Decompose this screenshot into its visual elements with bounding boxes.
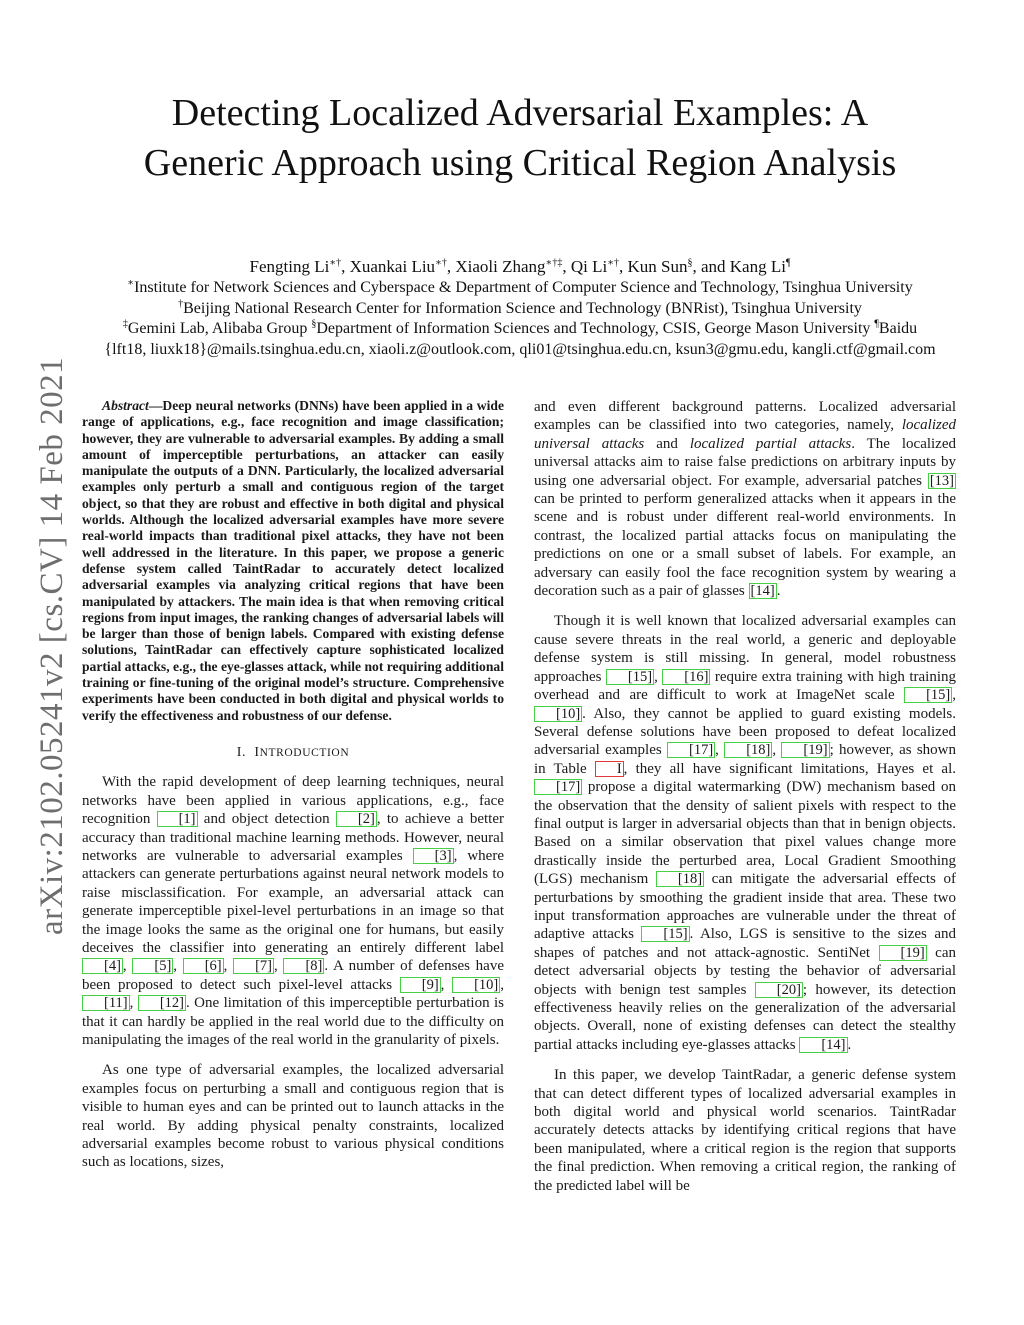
text-run: can be printed to perform generalized attacks when it appears in the scene and is robust under different real-world environments. In contrast, the localized partial attacks focus on manipulating the predictions on one or a small subset of labels. For example, an adversary can easily fool the face recognition system by wearing a decoration such as a pair of glasses bbox=[534, 491, 956, 600]
section-number: I. bbox=[236, 744, 247, 760]
title-line-2: Generic Approach using Critical Region Analysis bbox=[143, 142, 897, 184]
citation-link[interactable]: [10] bbox=[534, 706, 582, 722]
text-run: Though it is well known that localized adversarial examples can cause severe threats in the real world, a generic and deployable defense system is still missing. In general, model robustness approaches bbox=[534, 613, 956, 685]
intro-paragraph-4: In this paper, we develop TaintRadar, a generic defense system that can detect different types of localized adversarial examples in both digital world and physical world scenarios. TaintRadar accurately detects attacks by identifying critical regions that have been manipulated, where a critical region is the region that supports the final prediction. When removing a critical region, the ranking of the predicted label will be bbox=[534, 1067, 956, 1194]
citation-link[interactable]: [10] bbox=[452, 977, 500, 993]
citation-link[interactable]: [18] bbox=[656, 871, 704, 887]
author-block bbox=[60, 256, 980, 360]
citation-link[interactable]: [19] bbox=[781, 742, 829, 758]
text-run: and bbox=[644, 435, 690, 452]
citation-link[interactable]: [12] bbox=[138, 995, 186, 1011]
citation-link[interactable]: [6] bbox=[183, 958, 224, 974]
table-reference-link[interactable]: I bbox=[595, 761, 624, 777]
citation-link[interactable]: [14] bbox=[799, 1037, 847, 1053]
text-run: , where attackers can generate perturbations against neural network models to raise misclassification. For example, an adversarial attack can generate imperceptible pixel-level perturbations in an image so that the image looks the same as the original one for humans, but easily deceives the classifier into generating an entirely different label bbox=[82, 847, 504, 956]
text-run: With the rapid development of deep learning techniques, neural networks have been applied in various applications, e.g., face recognition bbox=[82, 774, 504, 828]
citation-link[interactable]: [3] bbox=[413, 848, 454, 864]
abstract-text: —Deep neural networks (DNNs) have been applied in a wide range of applications, e.g., face recognition and image classification; however, they are vulnerable to adversarial examples. By adding a small amount of imperceptible perturbations, an attacker can easily manipulate the outputs of a DNN. Particularly, the localized adversarial examples only perturb a small and contiguous region of the target object, so that they are robust and effective in both digital and physical worlds. Although the localized adversarial examples have more severe real-world impacts than traditional pixel attacks, they have not been well addressed in the literature. In this paper, we propose a generic defense system called TaintRadar to accurately detect localized adversarial examples via analyzing critical regions that have been manipulated by attackers. The main idea is that when removing critical regions from input images, the ranking changes of adversarial labels will be larger than those of benign labels. Compared with existing defense solutions, TaintRadar can effectively capture sophisticated localized partial attacks, e.g., the eye-glasses attack, while not requiring additional training or fine-tuning of the original model’s structure. Comprehensive experiments have been conducted in both digital and physical worlds to verify the effectiveness and robustness of our defense. bbox=[82, 398, 504, 723]
author-mark: ∗† bbox=[607, 257, 619, 269]
section-heading-introduction bbox=[82, 744, 504, 762]
intro-paragraph-1: With the rapid development of deep learning techniques, neural networks have been applied in various applications, e.g., face recognition [1] and object detection [2] , to achieve a better accuracy than traditional machine learning methods. However, neural networks are vulnerable to adversarial examples [3] , where attackers can generate perturbations against neural network models to raise misclassification. For example, an adversarial attack can generate imperceptible pixel-level perturbations in an image so that the image looks the same as the original one for humans, but easily deceives the classifier into generating an entirely different label [4] , [5] , [6] , [7] , [8] . A number of defenses have been proposed to detect such pixel-level attacks [9] , [10] , [11] , [12] . One limitation of this imperceptible perturbation is that it can hardly be applied in the real world due to the difficulty on manipulating the images of the real world in the granularity of pixels. bbox=[82, 774, 505, 1049]
author-mark: ¶ bbox=[785, 257, 791, 269]
affiliation-mark: ∗ bbox=[127, 277, 135, 289]
intro-paragraph-3: Though it is well known that localized adversarial examples can cause severe threats in the real world, a generic and deployable defense system is still missing. In general, model robustness approaches [15] , [16] require extra training with high training overhead and are difficult to work at ImageNet scale [15] , [10] . Also, they cannot be applied to guard existing models. Several defense solutions have been proposed to defeat localized adversarial examples [17] , [18] , [19] ; however, as shown in Table I , they all have significant limitations, Hayes et al. [17] propose a digital watermarking (DW) mechanism based on the observation that the density of salient pixels with respect to the final output is larger in adversarial objects than that in benign objects. Based on a similar observation that pixel values change more drastically inside the perturbed area, Local Gradient Smoothing (LGS) mechanism [18] can mitigate the adversarial effects of perturbations by smoothing the gradient inside that area. These two input transformation approaches are vulnerable under the threat of adaptive attacks [15] . Also, LGS is sensitive to the sizes and shapes of patches and not attack-agnostic. SentiNet [19] can detect adversarial objects by testing the behavior of adversarial objects with benign test samples [20] ; however, its detection effectiveness heavily relies on the generalization of the adversarial objects. Overall, none of existing defenses can detect the stealthy partial attacks including eye-glasses attacks [14] . bbox=[534, 613, 957, 1053]
affiliation-3 bbox=[60, 319, 980, 340]
author-name: Xiaoli Zhang bbox=[455, 257, 546, 276]
author-name: Qi Li bbox=[570, 257, 608, 276]
text-run: ; however, as shown in Table bbox=[534, 742, 957, 777]
text-run: . Also, they cannot be applied to guard existing models. Several defense solutions have been proposed to defeat localized adversarial examples bbox=[534, 705, 956, 759]
author-emails: {lft18, liuxk18}@mails.tsinghua.edu.cn, xiaoli.z@outlook.com, qli01@tsinghua.edu.cn, ksun3@gmu.edu, kangli.ctf@gmail.com bbox=[104, 340, 936, 358]
citation-link[interactable]: [19] bbox=[879, 945, 927, 961]
right-column bbox=[534, 398, 956, 1207]
title-line-1: Detecting Localized Adversarial Examples: A bbox=[171, 92, 869, 134]
paper-title bbox=[80, 88, 960, 188]
citation-link[interactable]: [16] bbox=[662, 669, 710, 685]
affiliation-2 bbox=[60, 299, 980, 320]
citation-link[interactable]: [18] bbox=[724, 742, 772, 758]
citation-link[interactable]: [17] bbox=[667, 742, 715, 758]
text-run: . Also, LGS is sensitive to the sizes and shapes of patches and not attack-agnostic. SentiNet bbox=[534, 926, 956, 961]
affiliation-1 bbox=[60, 278, 980, 299]
citation-link[interactable]: [7] bbox=[233, 958, 274, 974]
affiliation-text: Baidu bbox=[878, 320, 918, 338]
text-run: . One limitation of this imperceptible perturbation is that it can hardly be applied in the real world due to the difficulty on manipulating the images of the real world in the granularity of pixels. bbox=[82, 995, 505, 1049]
emphasis-term: localized partial attacks bbox=[689, 435, 852, 452]
affiliation-mark: † bbox=[178, 298, 184, 310]
citation-link[interactable]: [15] bbox=[904, 687, 952, 703]
author-name: Kang Li bbox=[729, 257, 786, 276]
text-run: ; however, its detection effectiveness heavily relies on the generalization of the adversarial objects. Overall, none of existing defenses can detect the stealthy partial attacks including eye-glasses attacks bbox=[534, 981, 956, 1053]
intro-paragraph-2-continued bbox=[534, 398, 956, 600]
text-run: propose a digital watermarking (DW) mechanism based on the observation that the density of salient pixels with respect to the final output is larger in adversarial objects than that in benign objects. Based on a similar observation that pixel values change more drastically inside the perturbed area, Local Gradient Smoothing (LGS) mechanism bbox=[534, 779, 956, 888]
text-run: , to achieve a better accuracy than traditional machine learning methods. However, neural networks are vulnerable to adversarial examples bbox=[82, 811, 504, 864]
author-name: Xuankai Liu bbox=[349, 257, 436, 276]
affiliation-text: Gemini Lab, Alibaba Group bbox=[127, 320, 308, 338]
citation-link[interactable]: [11] bbox=[82, 995, 130, 1011]
text-run: can detect adversarial objects by testing the behavior of adversarial objects with benign test samples bbox=[534, 944, 956, 998]
arxiv-identifier: arXiv:2102.05241v2 [cs.CV] 14 Feb 2021 bbox=[34, 356, 70, 935]
abstract bbox=[82, 398, 504, 724]
citation-link[interactable]: [15] bbox=[606, 669, 654, 685]
text-run: . bbox=[776, 583, 781, 600]
section-title-rest: NTRODUCTION bbox=[259, 746, 350, 759]
citation-link[interactable]: [14] bbox=[750, 583, 775, 600]
author-conjunction: and bbox=[700, 257, 726, 276]
affiliation-text: Institute for Network Sciences and Cyberspace & Department of Computer Science and Technology, Tsinghua University bbox=[134, 279, 913, 296]
author-name: Kun Sun bbox=[627, 257, 688, 276]
abstract-label: Abstract bbox=[102, 398, 149, 413]
affiliation-text: Department of Information Sciences and Technology, CSIS, George Mason University bbox=[316, 320, 871, 338]
text-run: , they all have significant limitations, Hayes et al. bbox=[623, 760, 956, 777]
citation-link[interactable]: [4] bbox=[82, 958, 123, 974]
text-run: . The localized universal attacks aim to raise false predictions on arbitrary inputs by using one adversarial object. For example, adversarial patches bbox=[534, 435, 956, 489]
author-mark: ∗† bbox=[435, 257, 447, 269]
text-run: and object detection bbox=[197, 811, 336, 828]
citation-link[interactable]: [20] bbox=[755, 982, 803, 998]
citation-link[interactable]: [9] bbox=[400, 977, 441, 993]
citation-link[interactable]: [8] bbox=[283, 958, 324, 974]
text-run: . A number of defenses have been proposed to detect such pixel-level attacks bbox=[82, 958, 504, 993]
text-run: require extra training with high training overhead and are difficult to work at ImageNet scale bbox=[534, 668, 956, 704]
left-column bbox=[82, 398, 504, 1184]
author-name: Fengting Li bbox=[249, 257, 330, 276]
citation-link[interactable]: [5] bbox=[132, 958, 173, 974]
affiliation-mark: ¶ bbox=[874, 318, 879, 330]
section-title-initial: I bbox=[254, 744, 260, 760]
emphasis-term: localized universal attacks bbox=[534, 417, 956, 452]
affiliation-text: Beijing National Research Center for Information Science and Technology (BNRist), Tsinghua University bbox=[183, 299, 862, 317]
affiliation-mark: § bbox=[311, 318, 317, 330]
citation-link[interactable]: [2] bbox=[336, 811, 377, 827]
author-list: Fengting Li∗†, Xuankai Liu∗†, Xiaoli Zhang∗†‡, Qi Li∗†, Kun Sun§, and Kang Li¶ bbox=[249, 257, 791, 276]
citation-link[interactable]: [15] bbox=[641, 926, 689, 942]
affiliation-mark: ‡ bbox=[122, 318, 128, 330]
author-mark: ∗† bbox=[329, 257, 342, 269]
text-run: and even different background patterns. Localized adversarial examples can be classified into two categories, namely, bbox=[534, 399, 956, 434]
citation-link[interactable]: [17] bbox=[534, 779, 582, 795]
text-run: . bbox=[847, 1036, 852, 1053]
text-run: can mitigate the adversarial effects of perturbations by smoothing the gradient inside that area. These two input transformation approaches are vulnerable under the threat of adaptive attacks bbox=[534, 871, 957, 943]
citation-link[interactable]: [13] bbox=[929, 472, 954, 489]
citation-link[interactable]: [1] bbox=[157, 811, 198, 827]
intro-paragraph-2: As one type of adversarial examples, the localized adversarial examples focus on perturbing a small and contiguous region that is visible to human eyes and can be printed out to launch attacks in the real world. By adding physical penalty constraints, localized adversarial examples become robust to various physical conditions such as locations, sizes, bbox=[82, 1062, 504, 1171]
author-mark: ∗†‡ bbox=[545, 257, 563, 269]
author-mark: § bbox=[687, 257, 693, 269]
